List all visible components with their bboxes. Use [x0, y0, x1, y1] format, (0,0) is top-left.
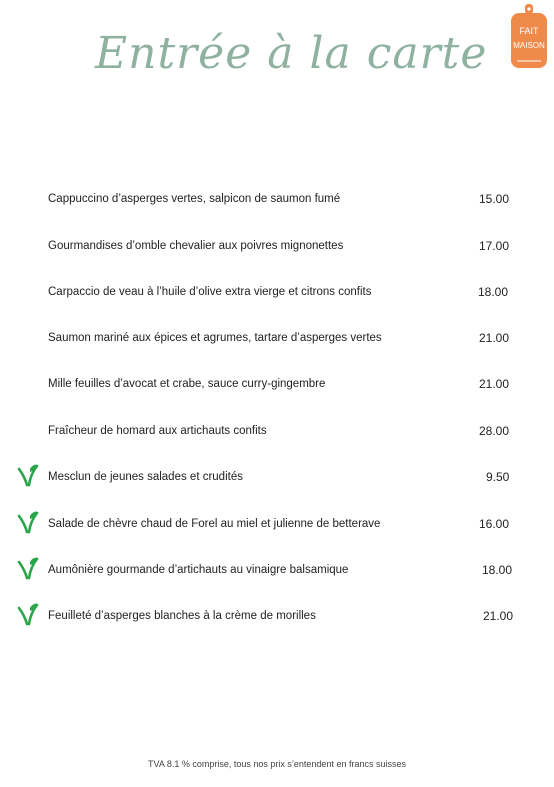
menu-item	[0, 238, 554, 262]
menu-item-price: 17.00	[479, 239, 510, 253]
menu-item-name: Cappuccino d’asperges vertes, salpicon de saumon fumé	[48, 193, 341, 205]
menu-item-price: 21.00	[479, 377, 510, 391]
menu-item-price: 15.00	[479, 192, 510, 206]
menu-item-name: Salade de chèvre chaud de Forel au miel et julienne de betterave	[48, 518, 381, 530]
menu-item	[0, 423, 554, 447]
menu-item-price: 16.00	[479, 517, 510, 531]
menu-item-price: 28.00	[479, 424, 510, 438]
menu-item-name: Carpaccio de veau à l’huile d’olive extra vierge et citrons confits	[48, 286, 372, 298]
menu-item-name: Mesclun de jeunes salades et crudités	[48, 471, 243, 483]
menu-item-price: 18.00	[478, 285, 509, 299]
menu-item-name: Mille feuilles d’avocat et crabe, sauce curry-gingembre	[48, 378, 326, 390]
menu-item	[0, 376, 554, 400]
menu-item-price: 21.00	[483, 609, 514, 623]
menu-item	[0, 469, 554, 493]
menu-item-price: 9.50	[486, 470, 510, 484]
menu-item	[0, 284, 554, 308]
menu-item-name: Gourmandises d’omble chevalier aux poivres mignonettes	[48, 240, 344, 252]
vegetarian-leaf-icon	[17, 463, 39, 487]
menu-item-name: Saumon mariné aux épices et agrumes, tartare d’asperges vertes	[48, 332, 382, 344]
menu-item	[0, 562, 554, 586]
menu-item-price: 18.00	[482, 563, 513, 577]
menu-item	[0, 330, 554, 354]
page-title: Entrée à la carte	[95, 28, 488, 79]
logo-text-line1: FAIT	[519, 26, 539, 36]
vegetarian-leaf-icon	[17, 556, 39, 580]
logo-text-line2: MAISON	[513, 41, 545, 50]
menu-item-name: Fraîcheur de homard aux artichauts confits	[48, 425, 267, 437]
vegetarian-leaf-icon	[17, 602, 39, 626]
menu-item-price: 21.00	[479, 331, 510, 345]
menu-item-name: Feuilleté d’asperges blanches à la crème de morilles	[48, 610, 316, 622]
menu-item-name: Aumônière gourmande d’artichauts au vinaigre balsamique	[48, 564, 349, 576]
menu-item	[0, 608, 554, 632]
menu-item	[0, 191, 554, 215]
menu-item	[0, 516, 554, 540]
vegetarian-leaf-icon	[17, 510, 39, 534]
footer-note: TVA 8.1 % comprise, tous nos prix s’entendent en francs suisses	[148, 759, 406, 769]
